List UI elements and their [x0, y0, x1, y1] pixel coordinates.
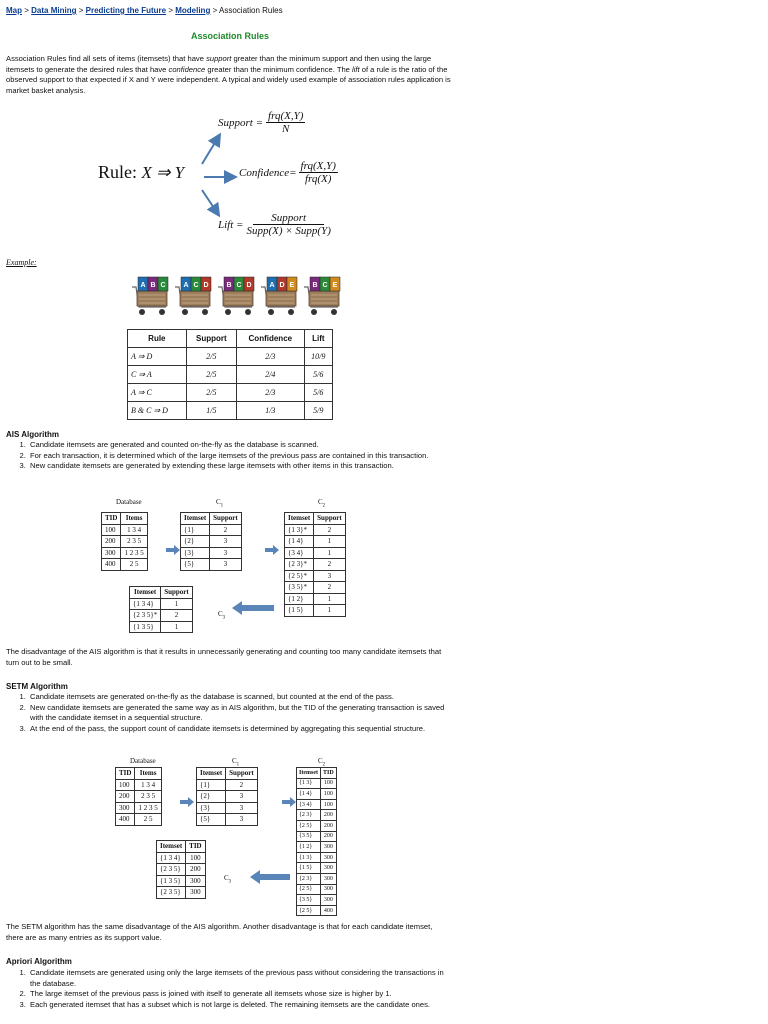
- breadcrumb-link-data-mining[interactable]: Data Mining: [31, 6, 77, 15]
- table-cell: 1 2 3 5: [121, 547, 147, 559]
- confidence-fraction: [299, 160, 338, 185]
- table-cell: 300: [186, 875, 205, 887]
- arrow-right-icon: [180, 797, 194, 807]
- table-cell: 2: [226, 779, 258, 791]
- table-cell: {1 3 4}: [130, 598, 161, 610]
- table-cell: {2 3 5}: [157, 864, 186, 876]
- table-cell: 100: [321, 789, 337, 800]
- list-item: 1. Candidate itemsets are generated and counted on-the-fly as the database is scanned.: [28, 440, 454, 451]
- caption-letter: C: [318, 757, 323, 765]
- table-header-cell: Support: [314, 513, 346, 525]
- intro-em-lift: lift: [352, 64, 360, 74]
- table-cell: {2 5}: [297, 884, 321, 895]
- table-cell: 3: [226, 791, 258, 803]
- table-header-cell: Items: [121, 513, 147, 525]
- caption-subscript: 3: [228, 879, 232, 885]
- table-cell: {1 5}: [297, 863, 321, 874]
- table-cell: {3 5}*: [285, 582, 314, 594]
- table-cell: {1 3 4}: [157, 852, 186, 864]
- table-cell: {1 3 5}: [130, 621, 161, 633]
- table-cell: {3}: [197, 802, 226, 814]
- table-cell: 2: [314, 582, 346, 594]
- table-cell: 1: [314, 536, 346, 548]
- intro-em-support: support: [206, 54, 232, 63]
- product-letter: D: [246, 282, 252, 289]
- table-cell: 300: [321, 884, 337, 895]
- table-cell: 100: [321, 799, 337, 810]
- product-letter: B: [150, 282, 156, 289]
- lift-label: Lift =: [218, 218, 244, 231]
- list-item: 3. New candidate itemsets are generated by extending these large itemsets with other items in this transaction.: [28, 461, 454, 472]
- table-header-cell: Itemset: [157, 841, 186, 853]
- table-header-cell: Support: [161, 587, 193, 599]
- ais-arrows: [98, 496, 368, 634]
- table-cell: 300: [321, 852, 337, 863]
- list-item: 2. The large itemset of the previous pass is joined with itself to generate all itemsets whose size is higher by 1.: [28, 989, 454, 1000]
- setm-disadvantage: The SETM algorithm has the same disadvantage of the AIS algorithm. Another disadvantage is that for each candidate itemset, there are as many entries as its support value.: [6, 922, 433, 942]
- table-cell: 2: [314, 524, 346, 536]
- table-cell: 1 2 3 5: [135, 802, 161, 814]
- product-letter: D: [279, 282, 285, 289]
- table-header-cell: TID: [321, 768, 337, 779]
- page-title: Association Rules: [190, 31, 270, 41]
- list-item: 1. Candidate itemsets are generated using only the large itemsets of the previous pass without considering the transactions in the database.: [28, 968, 454, 989]
- table-row: [128, 384, 333, 402]
- breadcrumb-link-map[interactable]: Map: [6, 6, 22, 15]
- intro-text: greater than the minimum support and then using the large itemsets to generate the desired rules that have: [6, 54, 432, 74]
- intro-text: of a rule is the ratio of the observed support to that expected if X and Y were independent. A typical and widely used example of association rules application is market basket analysis.: [6, 64, 451, 95]
- table-cell: 1/3: [237, 402, 305, 420]
- table-cell: 2: [210, 524, 242, 536]
- table-cell: 100: [116, 779, 135, 791]
- table-cell: {2 3 5}: [157, 887, 186, 899]
- product-letter: C: [160, 282, 166, 289]
- table-cell: 2 5: [135, 814, 161, 826]
- table-cell: 1: [314, 605, 346, 617]
- ais-disadvantage: The disadvantage of the AIS algorithm is that it results in unnecessarily generating and counting too many candidate itemsets that turn out to be small.: [6, 647, 442, 667]
- setm-database-caption: Database: [130, 757, 156, 765]
- table-cell: 400: [102, 559, 121, 571]
- breadcrumb-separator: >: [168, 6, 173, 15]
- table-cell: {1 2}: [285, 593, 314, 605]
- product-letter: A: [140, 282, 146, 289]
- table-cell: {5}: [181, 559, 210, 571]
- caption-letter: C: [216, 498, 221, 506]
- lift-fraction: [246, 212, 330, 237]
- setm-steps: [6, 692, 454, 734]
- table-cell: 300: [102, 547, 121, 559]
- list-item: 2. For each transaction, it is determined which of the large itemsets of the previous pass are contained in this transaction.: [28, 451, 454, 462]
- caption-letter: C: [224, 874, 229, 882]
- caption-subscript: 2: [322, 762, 326, 768]
- shopping-cart-icon: [259, 273, 301, 317]
- table-header-cell: Items: [135, 768, 161, 780]
- table-cell: {2 3}*: [285, 559, 314, 571]
- rules-header-confidence: Confidence: [237, 330, 305, 348]
- breadcrumb-link-modeling[interactable]: Modeling: [175, 6, 211, 15]
- table-cell: {3 5}: [297, 895, 321, 906]
- table-cell: 2: [314, 559, 346, 571]
- table-cell: 2 5: [121, 559, 147, 571]
- caption-subscript: 1: [236, 762, 240, 768]
- setm-heading: SETM Algorithm: [6, 682, 68, 691]
- table-cell: 2/5: [186, 366, 236, 384]
- intro-em-confidence: confidence: [168, 64, 206, 74]
- rule-formula-diagram: [96, 108, 376, 250]
- support-numerator: frq(X,Y): [268, 110, 304, 122]
- table-cell: {1 5}: [285, 605, 314, 617]
- arrow-left-icon: [250, 870, 290, 884]
- table-cell: 2/5: [186, 348, 236, 366]
- table-cell: 2 3 5: [135, 791, 161, 803]
- table-header-cell: Itemset: [181, 513, 210, 525]
- table-cell: {1 3 5}: [157, 875, 186, 887]
- table-cell: 100: [321, 778, 337, 789]
- apriori-heading: Apriori Algorithm: [6, 957, 72, 966]
- shopping-cart-icon: [173, 273, 215, 317]
- setm-diagram: [110, 756, 360, 920]
- product-letter: A: [183, 282, 189, 289]
- caption-letter: C: [232, 757, 237, 765]
- table-cell: {2 3 5}*: [130, 610, 161, 622]
- table-cell: 2/3: [237, 384, 305, 402]
- table-cell: 2: [161, 610, 193, 622]
- table-header-cell: Itemset: [285, 513, 314, 525]
- ais-steps: [6, 440, 454, 472]
- ais-database-caption: Database: [116, 498, 142, 506]
- product-letter: E: [332, 282, 338, 289]
- table-cell: {2 5}: [297, 820, 321, 831]
- product-letter: B: [226, 282, 232, 289]
- breadcrumb: [6, 6, 283, 15]
- intro-paragraph: [6, 54, 454, 96]
- table-cell: 300: [186, 887, 205, 899]
- table-header-cell: Itemset: [130, 587, 161, 599]
- table-row: [128, 402, 333, 420]
- caption-subscript: 1: [220, 503, 224, 509]
- breadcrumb-current: Association Rules: [219, 6, 283, 15]
- table-cell: 1 3 4: [121, 524, 147, 536]
- table-cell: 200: [321, 831, 337, 842]
- table-row: [128, 366, 333, 384]
- table-cell: 300: [321, 842, 337, 853]
- rule-expression: X ⇒ Y: [141, 163, 185, 182]
- table-header-cell: Itemset: [297, 768, 321, 779]
- lift-denominator: Supp(X) × Supp(Y): [246, 225, 331, 237]
- shopping-cart-icon: [216, 273, 258, 317]
- table-cell: 100: [102, 524, 121, 536]
- table-cell: 1: [314, 547, 346, 559]
- table-cell: 3: [210, 536, 242, 548]
- table-cell: {2 5}*: [285, 570, 314, 582]
- breadcrumb-separator: >: [24, 6, 29, 15]
- lift-formula: [218, 212, 331, 237]
- shopping-cart-icon: [130, 273, 172, 317]
- table-header-cell: TID: [186, 841, 205, 853]
- table-cell: 200: [321, 820, 337, 831]
- rules-table: [127, 329, 333, 420]
- table-cell: 2/3: [237, 348, 305, 366]
- product-letter: B: [312, 282, 318, 289]
- product-letter: C: [236, 282, 242, 289]
- table-cell: {2 3}: [297, 810, 321, 821]
- table-cell: 1: [161, 621, 193, 633]
- table-header-cell: Support: [210, 513, 242, 525]
- table-cell: 2/5: [186, 384, 236, 402]
- arrow-right-icon: [282, 797, 296, 807]
- table-cell: {1 2}: [297, 842, 321, 853]
- ais-diagram: [98, 496, 368, 634]
- rule-label: [98, 162, 184, 183]
- product-letter: D: [203, 282, 209, 289]
- example-label: Example:: [6, 258, 37, 267]
- table-cell: 5/9: [304, 402, 332, 420]
- intro-text: greater than the minimum confidence. The: [205, 64, 353, 74]
- list-item: 1. Candidate itemsets are generated on-the-fly as the database is scanned, but counted at the end of the pass.: [28, 692, 454, 703]
- table-cell: 3: [226, 814, 258, 826]
- table-cell: 3: [314, 570, 346, 582]
- table-cell: {3 4}: [297, 799, 321, 810]
- confidence-formula: [239, 160, 338, 185]
- table-cell: 2/4: [237, 366, 305, 384]
- table-cell: {1 4}: [297, 789, 321, 800]
- table-cell: 300: [321, 895, 337, 906]
- ais-heading: AIS Algorithm: [6, 430, 60, 439]
- table-cell: {3}: [181, 547, 210, 559]
- table-cell: {1}: [197, 779, 226, 791]
- table-cell: 10/9: [304, 348, 332, 366]
- table-cell: {3 4}: [285, 547, 314, 559]
- table-cell: {1}: [181, 524, 210, 536]
- rules-header-lift: Lift: [304, 330, 332, 348]
- product-letter: E: [289, 282, 295, 289]
- rules-header-rule: Rule: [128, 330, 187, 348]
- table-cell: 300: [321, 873, 337, 884]
- table-cell: 400: [116, 814, 135, 826]
- list-item: 3. Each generated itemset that has a subset which is not large is deleted. The remaining itemsets are the candidate ones.: [28, 1000, 454, 1011]
- product-letter: A: [269, 282, 275, 289]
- table-cell: {1 4}: [285, 536, 314, 548]
- table-cell: {2 3}: [297, 873, 321, 884]
- table-cell: C ⇒ A: [128, 366, 187, 384]
- table-cell: {3 5}: [297, 831, 321, 842]
- arrow-to-support: [202, 136, 219, 164]
- list-item: 2. New candidate itemsets are generated the same way as in AIS algorithm, but the TID of the generating transaction is saved with the candidate itemset in a sequential structure.: [28, 703, 454, 724]
- table-cell: 200: [102, 536, 121, 548]
- table-cell: 300: [321, 863, 337, 874]
- table-header-cell: Itemset: [197, 768, 226, 780]
- list-item: 3. At the end of the pass, the support count of candidate itemsets is determined by aggregating this sequential structure.: [28, 724, 454, 735]
- table-cell: 300: [116, 802, 135, 814]
- table-cell: {2}: [181, 536, 210, 548]
- confidence-label: Confidence=: [239, 166, 297, 179]
- table-cell: 1: [161, 598, 193, 610]
- product-letter: C: [193, 282, 199, 289]
- table-cell: 400: [321, 905, 337, 916]
- table-cell: 100: [186, 852, 205, 864]
- support-fraction: [266, 110, 305, 135]
- table-cell: 200: [186, 864, 205, 876]
- breadcrumb-separator: >: [78, 6, 84, 15]
- table-cell: {2 5}: [297, 905, 321, 916]
- table-cell: {1 3}: [297, 778, 321, 789]
- arrow-right-icon: [166, 545, 180, 555]
- table-cell: {5}: [197, 814, 226, 826]
- table-cell: 1: [314, 593, 346, 605]
- table-cell: B & C ⇒ D: [128, 402, 187, 420]
- table-cell: 5/6: [304, 366, 332, 384]
- arrow-left-icon: [232, 601, 274, 615]
- table-cell: 1 3 4: [135, 779, 161, 791]
- table-row: [128, 348, 333, 366]
- table-cell: {2}: [197, 791, 226, 803]
- breadcrumb-separator: >: [212, 6, 218, 15]
- table-cell: 5/6: [304, 384, 332, 402]
- table-cell: 3: [210, 547, 242, 559]
- arrow-right-icon: [265, 545, 279, 555]
- shopping-carts-illustration: [130, 273, 340, 321]
- rule-word: Rule:: [98, 162, 137, 182]
- support-denominator: N: [282, 123, 290, 135]
- shopping-cart-icon: [302, 273, 344, 317]
- table-cell: {1 3}: [297, 852, 321, 863]
- table-cell: 2 3 5: [121, 536, 147, 548]
- caption-letter: C: [318, 498, 323, 506]
- table-header-cell: TID: [116, 768, 135, 780]
- support-label: Support =: [218, 116, 264, 129]
- table-cell: 3: [210, 559, 242, 571]
- table-cell: A ⇒ D: [128, 348, 187, 366]
- product-letter: C: [322, 282, 328, 289]
- lift-numerator: Support: [253, 212, 324, 225]
- table-cell: A ⇒ C: [128, 384, 187, 402]
- confidence-denominator: frq(X): [304, 173, 332, 185]
- breadcrumb-link-predicting-the-future[interactable]: Predicting the Future: [85, 6, 167, 15]
- rules-table-header-row: [128, 330, 333, 348]
- table-cell: 1/5: [186, 402, 236, 420]
- apriori-steps: [6, 968, 454, 1010]
- table-cell: 200: [321, 810, 337, 821]
- arrow-to-lift: [202, 190, 218, 214]
- caption-letter: C: [218, 610, 223, 618]
- support-formula: [218, 110, 305, 135]
- confidence-numerator: frq(X,Y): [300, 160, 336, 172]
- intro-text: Association Rules find all sets of items (itemsets) that have: [6, 54, 207, 63]
- table-cell: {1 3}*: [285, 524, 314, 536]
- caption-subscript: 2: [322, 503, 326, 509]
- rules-header-support: Support: [186, 330, 236, 348]
- table-cell: 3: [226, 802, 258, 814]
- table-cell: 200: [116, 791, 135, 803]
- table-header-cell: TID: [102, 513, 121, 525]
- setm-arrows: [110, 756, 360, 920]
- caption-subscript: 3: [222, 615, 226, 621]
- table-header-cell: Support: [226, 768, 258, 780]
